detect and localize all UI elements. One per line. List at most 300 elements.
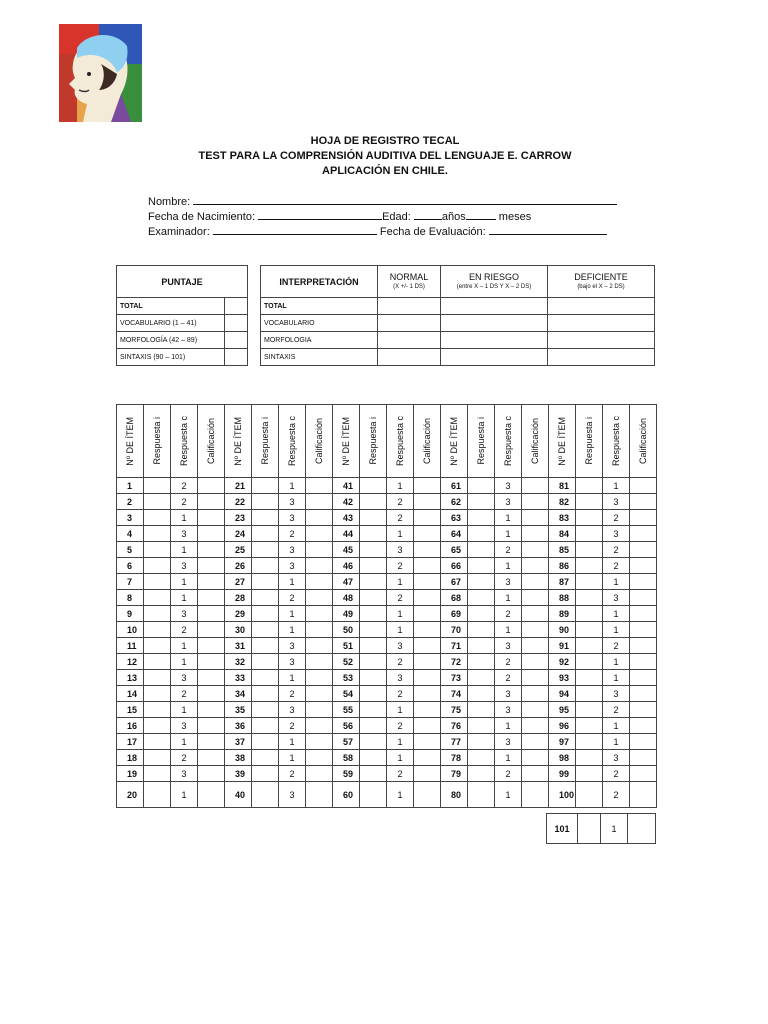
item-number: 86 (549, 558, 576, 574)
calificacion-cell[interactable] (522, 478, 549, 494)
respuesta-i-cell[interactable] (576, 590, 603, 606)
calificacion-cell[interactable] (414, 686, 441, 702)
normal-cell[interactable] (378, 349, 441, 366)
respuesta-i-cell[interactable] (468, 654, 495, 670)
puntaje-header: PUNTAJE (117, 266, 248, 298)
respuesta-i-cell[interactable] (360, 686, 387, 702)
respuesta-i-cell[interactable] (468, 542, 495, 558)
respuesta-i-cell[interactable] (144, 558, 171, 574)
respuesta-i-cell[interactable] (468, 622, 495, 638)
calificacion-cell[interactable] (414, 702, 441, 718)
calificacion-cell[interactable] (522, 622, 549, 638)
respuesta-i-cell[interactable] (144, 782, 171, 808)
respuesta-i-cell[interactable] (360, 782, 387, 808)
respuesta-i-cell[interactable] (252, 734, 279, 750)
respuesta-i-cell[interactable] (576, 542, 603, 558)
respuesta-c-value: 3 (603, 526, 630, 542)
calificacion-cell[interactable] (522, 574, 549, 590)
respuesta-i-cell[interactable] (144, 526, 171, 542)
respuesta-i-cell[interactable] (468, 782, 495, 808)
respuesta-i-cell[interactable] (360, 558, 387, 574)
respuesta-i-cell[interactable] (360, 494, 387, 510)
respuesta-i-cell[interactable] (360, 510, 387, 526)
respuesta-i-cell[interactable] (360, 750, 387, 766)
respuesta-i-cell[interactable] (252, 478, 279, 494)
table-row (117, 574, 657, 590)
respuesta-i-cell[interactable] (252, 574, 279, 590)
respuesta-i-cell[interactable] (252, 718, 279, 734)
respuesta-i-cell[interactable] (576, 510, 603, 526)
respuesta-i-header (252, 405, 279, 478)
calificacion-cell[interactable] (306, 590, 333, 606)
respuesta-i-cell[interactable] (252, 622, 279, 638)
calificacion-cell[interactable] (630, 574, 657, 590)
respuesta-i-cell[interactable] (360, 654, 387, 670)
respuesta-i-cell[interactable] (360, 606, 387, 622)
calificacion-cell[interactable] (630, 542, 657, 558)
calificacion-cell[interactable] (630, 558, 657, 574)
respuesta-i-cell[interactable] (468, 638, 495, 654)
calificacion-cell[interactable] (414, 734, 441, 750)
item-number-header-label: Nº DE ÍTEM (341, 416, 351, 466)
deficiente-cell[interactable] (548, 298, 655, 315)
respuesta-i-cell[interactable] (468, 526, 495, 542)
calificacion-cell[interactable] (630, 766, 657, 782)
respuesta-c-value: 1 (279, 574, 306, 590)
respuesta-i-cell[interactable] (252, 766, 279, 782)
calificacion-cell[interactable] (414, 478, 441, 494)
respuesta-i-cell[interactable] (578, 814, 601, 844)
normal-cell[interactable] (378, 315, 441, 332)
puntaje-cell[interactable] (225, 349, 248, 366)
riesgo-cell[interactable] (441, 332, 548, 349)
respuesta-i-cell[interactable] (252, 782, 279, 808)
calificacion-cell[interactable] (630, 686, 657, 702)
calificacion-cell[interactable] (198, 494, 225, 510)
examinador-field[interactable] (213, 224, 377, 235)
respuesta-c-value: 1 (279, 606, 306, 622)
calificacion-cell[interactable] (306, 766, 333, 782)
calificacion-cell[interactable] (414, 654, 441, 670)
calificacion-cell[interactable] (522, 606, 549, 622)
title-line-2: TEST PARA LA COMPRENSIÓN AUDITIVA DEL LENGUAJE E. CARROW (198, 150, 572, 162)
calificacion-cell[interactable] (306, 702, 333, 718)
item-number: 39 (225, 766, 252, 782)
calificacion-cell[interactable] (414, 606, 441, 622)
respuesta-c-value: 2 (603, 702, 630, 718)
item-number: 89 (549, 606, 576, 622)
item-number: 29 (225, 606, 252, 622)
calificacion-cell[interactable] (198, 622, 225, 638)
calificacion-cell[interactable] (198, 574, 225, 590)
respuesta-i-cell[interactable] (252, 526, 279, 542)
calificacion-cell[interactable] (306, 686, 333, 702)
respuesta-i-header (576, 405, 603, 478)
respuesta-c-value: 1 (171, 734, 198, 750)
respuesta-i-cell[interactable] (576, 654, 603, 670)
respuesta-c-value: 1 (495, 750, 522, 766)
calificacion-cell[interactable] (522, 766, 549, 782)
puntaje-cell[interactable] (225, 298, 248, 315)
item-number: 17 (117, 734, 144, 750)
respuesta-c-value: 1 (279, 670, 306, 686)
calificacion-cell[interactable] (414, 590, 441, 606)
respuesta-i-cell[interactable] (360, 766, 387, 782)
calificacion-cell[interactable] (628, 814, 656, 844)
respuesta-i-cell[interactable] (360, 542, 387, 558)
calificacion-cell[interactable] (630, 734, 657, 750)
respuesta-i-cell[interactable] (144, 766, 171, 782)
calificacion-cell[interactable] (198, 510, 225, 526)
table-row (117, 702, 657, 718)
respuesta-i-cell[interactable] (576, 766, 603, 782)
calificacion-cell[interactable] (414, 574, 441, 590)
calificacion-cell[interactable] (306, 542, 333, 558)
respuesta-i-cell[interactable] (252, 702, 279, 718)
calificacion-cell[interactable] (198, 782, 225, 808)
item-number: 80 (441, 782, 468, 808)
item-number: 95 (549, 702, 576, 718)
calificacion-cell[interactable] (306, 478, 333, 494)
respuesta-c-value: 3 (387, 638, 414, 654)
respuesta-i-cell[interactable] (252, 654, 279, 670)
respuesta-i-cell[interactable] (144, 590, 171, 606)
calificacion-cell[interactable] (522, 670, 549, 686)
item-number: 18 (117, 750, 144, 766)
calificacion-cell[interactable] (630, 702, 657, 718)
respuesta-i-cell[interactable] (144, 654, 171, 670)
respuesta-i-cell[interactable] (252, 670, 279, 686)
respuesta-i-cell[interactable] (144, 510, 171, 526)
respuesta-i-cell[interactable] (144, 478, 171, 494)
respuesta-i-cell[interactable] (468, 670, 495, 686)
item-number: 20 (117, 782, 144, 808)
riesgo-header (441, 266, 548, 298)
calificacion-cell[interactable] (522, 590, 549, 606)
respuesta-c-value: 2 (387, 558, 414, 574)
calificacion-cell[interactable] (522, 782, 549, 808)
item-number: 90 (549, 622, 576, 638)
calificacion-cell[interactable] (630, 718, 657, 734)
item-number: 53 (333, 670, 360, 686)
calificacion-cell[interactable] (630, 494, 657, 510)
respuesta-c-value: 1 (387, 478, 414, 494)
puntaje-cell[interactable] (225, 315, 248, 332)
table-row (117, 718, 657, 734)
calificacion-cell[interactable] (414, 670, 441, 686)
item-number: 32 (225, 654, 252, 670)
calificacion-cell[interactable] (198, 766, 225, 782)
calificacion-cell[interactable] (630, 654, 657, 670)
calificacion-cell[interactable] (198, 542, 225, 558)
respuesta-i-cell[interactable] (252, 606, 279, 622)
calificacion-cell[interactable] (198, 750, 225, 766)
respuesta-i-cell[interactable] (576, 702, 603, 718)
calificacion-cell[interactable] (306, 558, 333, 574)
respuesta-i-cell[interactable] (468, 606, 495, 622)
calificacion-cell[interactable] (198, 654, 225, 670)
calificacion-cell[interactable] (522, 526, 549, 542)
respuesta-c-value: 3 (495, 494, 522, 510)
calificacion-cell[interactable] (198, 478, 225, 494)
item-number: 81 (549, 478, 576, 494)
item-number: 3 (117, 510, 144, 526)
respuesta-i-cell[interactable] (144, 606, 171, 622)
calificacion-cell[interactable] (522, 734, 549, 750)
item-number: 34 (225, 686, 252, 702)
calificacion-cell[interactable] (630, 638, 657, 654)
item-number-header (225, 405, 252, 478)
puntaje-row-label: VOCABULARIO (1 – 41) (117, 315, 225, 332)
respuesta-i-cell[interactable] (252, 750, 279, 766)
calificacion-cell[interactable] (414, 542, 441, 558)
respuesta-i-cell[interactable] (252, 686, 279, 702)
calificacion-cell[interactable] (522, 638, 549, 654)
respuesta-i-cell[interactable] (360, 590, 387, 606)
calificacion-cell[interactable] (522, 654, 549, 670)
calificacion-cell[interactable] (306, 670, 333, 686)
respuesta-c-value: 1 (387, 526, 414, 542)
calificacion-cell[interactable] (414, 622, 441, 638)
respuesta-i-cell[interactable] (360, 526, 387, 542)
calificacion-cell[interactable] (306, 606, 333, 622)
item-number: 25 (225, 542, 252, 558)
respuesta-c-value: 1 (279, 734, 306, 750)
calificacion-cell[interactable] (306, 510, 333, 526)
normal-label: NORMAL (389, 272, 429, 282)
normal-cell[interactable] (378, 298, 441, 315)
calificacion-cell[interactable] (198, 606, 225, 622)
respuesta-i-cell[interactable] (468, 510, 495, 526)
calificacion-cell[interactable] (630, 782, 657, 808)
respuesta-i-cell[interactable] (576, 478, 603, 494)
respuesta-i-cell[interactable] (252, 590, 279, 606)
item-number: 71 (441, 638, 468, 654)
respuesta-i-cell[interactable] (252, 558, 279, 574)
calificacion-cell[interactable] (306, 654, 333, 670)
riesgo-cell[interactable] (441, 298, 548, 315)
calificacion-cell[interactable] (414, 750, 441, 766)
calificacion-cell[interactable] (306, 494, 333, 510)
item-number: 43 (333, 510, 360, 526)
item-number: 75 (441, 702, 468, 718)
calificacion-cell[interactable] (522, 718, 549, 734)
calificacion-cell[interactable] (522, 494, 549, 510)
respuesta-c-value: 2 (495, 606, 522, 622)
respuesta-i-cell[interactable] (144, 750, 171, 766)
respuesta-i-cell[interactable] (144, 542, 171, 558)
respuesta-i-cell[interactable] (576, 670, 603, 686)
respuesta-i-cell[interactable] (468, 686, 495, 702)
respuesta-i-cell[interactable] (144, 686, 171, 702)
respuesta-i-cell[interactable] (468, 766, 495, 782)
item-number: 44 (333, 526, 360, 542)
calificacion-cell[interactable] (306, 782, 333, 808)
calificacion-cell[interactable] (306, 750, 333, 766)
respuesta-i-cell[interactable] (468, 750, 495, 766)
respuesta-c-value: 1 (387, 734, 414, 750)
calificacion-cell[interactable] (198, 670, 225, 686)
respuesta-i-cell[interactable] (468, 702, 495, 718)
calificacion-cell[interactable] (198, 734, 225, 750)
calificacion-cell[interactable] (198, 718, 225, 734)
respuesta-c-value: 2 (279, 590, 306, 606)
calificacion-cell[interactable] (630, 526, 657, 542)
riesgo-cell[interactable] (441, 315, 548, 332)
respuesta-i-cell[interactable] (252, 542, 279, 558)
respuesta-i-cell[interactable] (360, 670, 387, 686)
calificacion-cell[interactable] (414, 638, 441, 654)
respuesta-i-cell[interactable] (468, 718, 495, 734)
respuesta-i-cell[interactable] (144, 718, 171, 734)
respuesta-c-value: 1 (171, 654, 198, 670)
respuesta-i-cell[interactable] (576, 526, 603, 542)
item-number: 100 (549, 782, 576, 808)
item-number: 57 (333, 734, 360, 750)
respuesta-i-cell[interactable] (144, 734, 171, 750)
table-row (117, 782, 657, 808)
respuesta-i-cell[interactable] (468, 558, 495, 574)
respuesta-i-cell[interactable] (144, 574, 171, 590)
calificacion-cell[interactable] (522, 510, 549, 526)
item-number: 61 (441, 478, 468, 494)
item-number: 15 (117, 702, 144, 718)
respuesta-i-cell[interactable] (576, 606, 603, 622)
respuesta-i-cell[interactable] (468, 734, 495, 750)
calificacion-cell[interactable] (630, 510, 657, 526)
respuesta-i-cell[interactable] (252, 638, 279, 654)
respuesta-i-cell[interactable] (576, 718, 603, 734)
respuesta-i-cell[interactable] (576, 638, 603, 654)
respuesta-i-cell[interactable] (144, 494, 171, 510)
calificacion-cell[interactable] (198, 590, 225, 606)
respuesta-i-cell[interactable] (468, 478, 495, 494)
respuesta-i-cell[interactable] (360, 622, 387, 638)
respuesta-i-cell[interactable] (360, 638, 387, 654)
calificacion-cell[interactable] (414, 718, 441, 734)
item-number: 26 (225, 558, 252, 574)
respuesta-i-cell[interactable] (576, 782, 603, 808)
respuesta-c-value: 3 (279, 494, 306, 510)
calificacion-cell[interactable] (630, 606, 657, 622)
respuesta-i-cell[interactable] (144, 702, 171, 718)
table-row (117, 494, 657, 510)
calificacion-header (306, 405, 333, 478)
calificacion-header (198, 405, 225, 478)
item-number: 13 (117, 670, 144, 686)
respuesta-i-cell[interactable] (360, 574, 387, 590)
respuesta-i-cell[interactable] (360, 734, 387, 750)
calificacion-cell[interactable] (630, 478, 657, 494)
calificacion-cell[interactable] (306, 638, 333, 654)
riesgo-cell[interactable] (441, 349, 548, 366)
calificacion-cell[interactable] (414, 526, 441, 542)
respuesta-i-cell[interactable] (576, 686, 603, 702)
respuesta-i-cell[interactable] (468, 574, 495, 590)
calificacion-cell[interactable] (630, 590, 657, 606)
calificacion-cell[interactable] (198, 526, 225, 542)
calificacion-cell[interactable] (522, 686, 549, 702)
calificacion-cell[interactable] (306, 574, 333, 590)
respuesta-i-cell[interactable] (576, 494, 603, 510)
calificacion-cell[interactable] (306, 622, 333, 638)
respuesta-i-cell[interactable] (468, 494, 495, 510)
deficiente-sublabel: (bajo el X – 2 DS) (577, 284, 625, 290)
respuesta-i-cell[interactable] (144, 622, 171, 638)
item-number: 76 (441, 718, 468, 734)
puntaje-row-label: TOTAL (117, 298, 225, 315)
respuesta-i-cell[interactable] (252, 494, 279, 510)
calificacion-cell[interactable] (414, 558, 441, 574)
respuesta-c-value: 2 (495, 542, 522, 558)
calificacion-cell[interactable] (198, 686, 225, 702)
calificacion-cell[interactable] (522, 542, 549, 558)
fecha-evaluacion-field[interactable] (489, 224, 607, 235)
respuesta-i-cell[interactable] (576, 750, 603, 766)
calificacion-cell[interactable] (630, 622, 657, 638)
normal-cell[interactable] (378, 332, 441, 349)
calificacion-cell[interactable] (198, 558, 225, 574)
respuesta-i-cell[interactable] (360, 702, 387, 718)
edad-anos-field[interactable] (414, 209, 442, 220)
calificacion-cell[interactable] (414, 766, 441, 782)
table-row (117, 542, 657, 558)
calificacion-header-label: Calificación (314, 417, 324, 465)
calificacion-cell[interactable] (306, 718, 333, 734)
calificacion-cell[interactable] (306, 734, 333, 750)
respuesta-i-cell[interactable] (576, 558, 603, 574)
item-number: 69 (441, 606, 468, 622)
item-number: 27 (225, 574, 252, 590)
calificacion-cell[interactable] (414, 510, 441, 526)
edad-meses-field[interactable] (466, 209, 496, 220)
calificacion-cell[interactable] (522, 702, 549, 718)
respuesta-i-cell[interactable] (252, 510, 279, 526)
calificacion-cell[interactable] (522, 750, 549, 766)
respuesta-i-cell[interactable] (360, 478, 387, 494)
deficiente-cell[interactable] (548, 349, 655, 366)
item-number: 6 (117, 558, 144, 574)
respuesta-c-value: 1 (603, 606, 630, 622)
calificacion-cell[interactable] (522, 558, 549, 574)
calificacion-cell[interactable] (414, 494, 441, 510)
item-number: 12 (117, 654, 144, 670)
calificacion-cell[interactable] (414, 782, 441, 808)
item-number-header-label: Nº DE ÍTEM (557, 416, 567, 466)
nombre-field[interactable] (193, 194, 617, 205)
respuesta-i-cell[interactable] (468, 590, 495, 606)
calificacion-cell[interactable] (630, 670, 657, 686)
deficiente-cell[interactable] (548, 315, 655, 332)
respuesta-i-cell[interactable] (144, 638, 171, 654)
item-number: 70 (441, 622, 468, 638)
deficiente-cell[interactable] (548, 332, 655, 349)
respuesta-i-cell[interactable] (576, 734, 603, 750)
respuesta-i-cell[interactable] (576, 574, 603, 590)
puntaje-cell[interactable] (225, 332, 248, 349)
respuesta-c-value: 3 (495, 478, 522, 494)
calificacion-cell[interactable] (198, 638, 225, 654)
respuesta-i-cell[interactable] (144, 670, 171, 686)
respuesta-c-value: 1 (279, 622, 306, 638)
calificacion-cell[interactable] (630, 750, 657, 766)
calificacion-cell[interactable] (198, 702, 225, 718)
respuesta-i-cell[interactable] (360, 718, 387, 734)
calificacion-cell[interactable] (306, 526, 333, 542)
fecha-nacimiento-field[interactable] (258, 209, 382, 220)
respuesta-i-cell[interactable] (576, 622, 603, 638)
document-title (150, 134, 620, 179)
